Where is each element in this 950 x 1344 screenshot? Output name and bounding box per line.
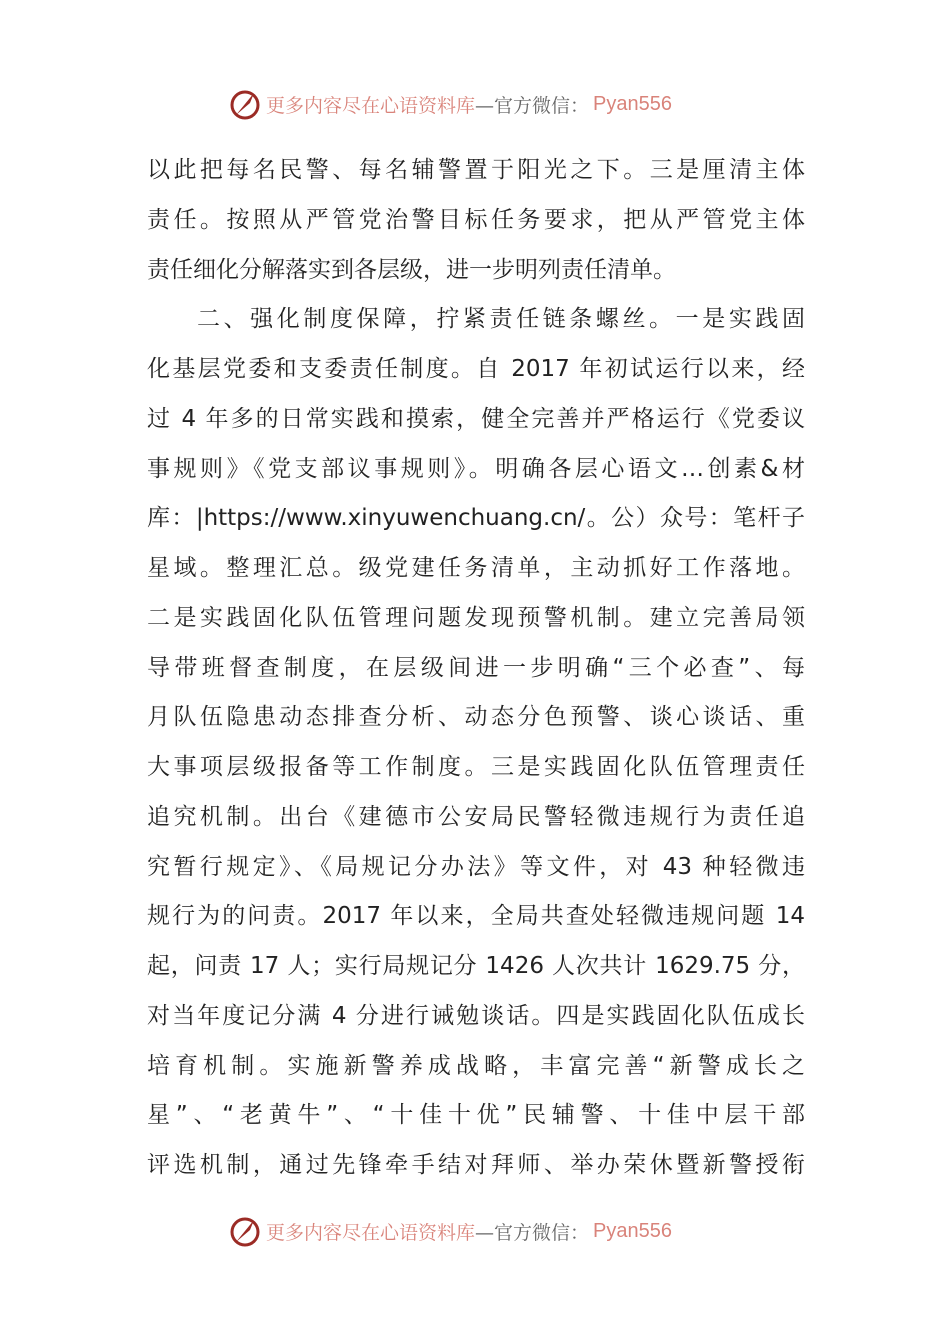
text-line: 二、强化制度保障，拧紧责任链条螺丝。一是实践固 (197, 306, 805, 333)
text-line: 月队伍隐患动态排查分析、动态分色预警、谈心谈话、重 (147, 704, 805, 731)
text-line: 事规则》《党支部议事规则》。明确各层心语文…创素&材 (147, 455, 805, 482)
quill-logo-icon (228, 87, 262, 121)
text-line: 究暂行规定》、《局规记分办法》等文件，对 43 种轻微违 (147, 853, 805, 880)
text-line: 星域。整理汇总。级党建任务清单，主动抓好工作落地。 (147, 555, 805, 581)
text-line: 化基层党委和支委责任制度。自 2017 年初试运行以来，经 (147, 356, 805, 382)
header-banner (228, 84, 728, 124)
text-line: 大事项层级报备等工作制度。三是实践固化队伍管理责任 (147, 754, 805, 780)
footer-title: 更多内容尽在心语资料库 (266, 1221, 476, 1244)
text-line: 星”、“老黄牛”、“十佳十优”民辅警、十佳中层干部 (147, 1102, 805, 1129)
footer-banner (228, 1211, 728, 1251)
text-line: 库：|https://www.xinyuwenchuang.cn/。公）众号：笔杆子 (147, 505, 805, 532)
quill-logo-icon (228, 1214, 262, 1248)
text-line: 责任细化分解落实到各层级，进一步明列责任清单。 (147, 256, 676, 283)
text-line: 评选机制，通过先锋牵手结对拜师、举办荣休暨新警授衔 (147, 1152, 805, 1178)
text-line: 起，问责 17 人；实行局规记分 1426 人次共计 1629.75 分， (147, 953, 805, 979)
header-wechat: Pyan556 (593, 92, 672, 115)
footer-wechat: Pyan556 (593, 1219, 672, 1242)
header-title: 更多内容尽在心语资料库 (266, 94, 476, 117)
header-dash: —官方微信： (475, 94, 590, 117)
text-line: 培育机制。实施新警养成战略，丰富完善“新警成长之 (147, 1052, 805, 1079)
text-line: 责任。按照从严管党治警目标任务要求，把从严管党主体 (147, 206, 805, 233)
text-line: 二是实践固化队伍管理问题发现预警机制。建立完善局领 (147, 604, 805, 631)
footer-dash: —官方微信： (475, 1221, 590, 1244)
text-line: 以此把每名民警、每名辅警置于阳光之下。三是厘清主体 (147, 157, 805, 183)
document-body (147, 146, 805, 1191)
text-line: 导带班督查制度，在层级间进一步明确“三个必查”、每 (147, 654, 805, 681)
text-line: 追究机制。出台《建德市公安局民警轻微违规行为责任追 (147, 803, 805, 830)
text-line: 规行为的问责。2017 年以来，全局共查处轻微违规问题 14 (147, 903, 805, 930)
text-line: 对当年度记分满 4 分进行诫勉谈话。四是实践固化队伍成长 (147, 1002, 805, 1029)
text-line: 过 4 年多的日常实践和摸索，健全完善并严格运行《党委议 (147, 405, 805, 432)
